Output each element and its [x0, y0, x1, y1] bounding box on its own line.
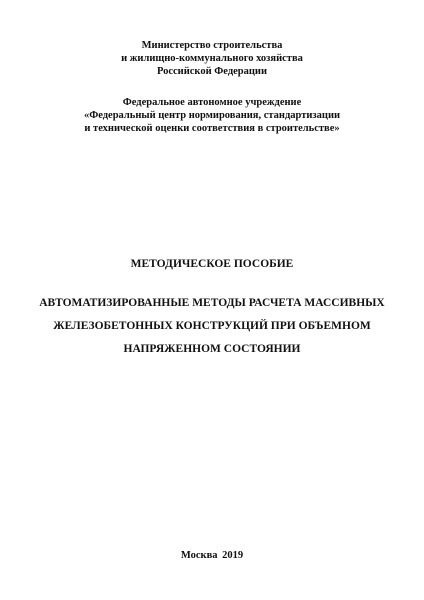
place-and-year: Москва 2019 [180, 550, 244, 561]
ministry-line: Российской Федерации [156, 66, 268, 77]
ministry-heading [0, 39, 424, 78]
document-title [0, 292, 424, 361]
institution-line: Федеральное автономное учреждение [122, 97, 302, 108]
ministry-line: и жилищно-коммунального хозяйства [121, 53, 303, 64]
document-title-line: НАПРЯЖЕННОМ СОСТОЯНИИ [123, 343, 301, 355]
document-title-line: АВТОМАТИЗИРОВАННЫЕ МЕТОДЫ РАСЧЕТА МАССИВНЫХ [39, 297, 385, 309]
document-type: МЕТОДИЧЕСКОЕ ПОСОБИЕ [130, 258, 294, 270]
institution-heading [0, 96, 424, 135]
ministry-line: Министерство строительства [141, 40, 283, 51]
document-title-line: ЖЕЛЕЗОБЕТОННЫХ КОНСТРУКЦИЙ ПРИ ОБЪЕМНОМ [53, 320, 371, 332]
institution-line: «Федеральный центр нормирования, стандартизации [83, 110, 341, 121]
institution-line: и технической оценки соответствия в строительстве» [84, 123, 340, 134]
